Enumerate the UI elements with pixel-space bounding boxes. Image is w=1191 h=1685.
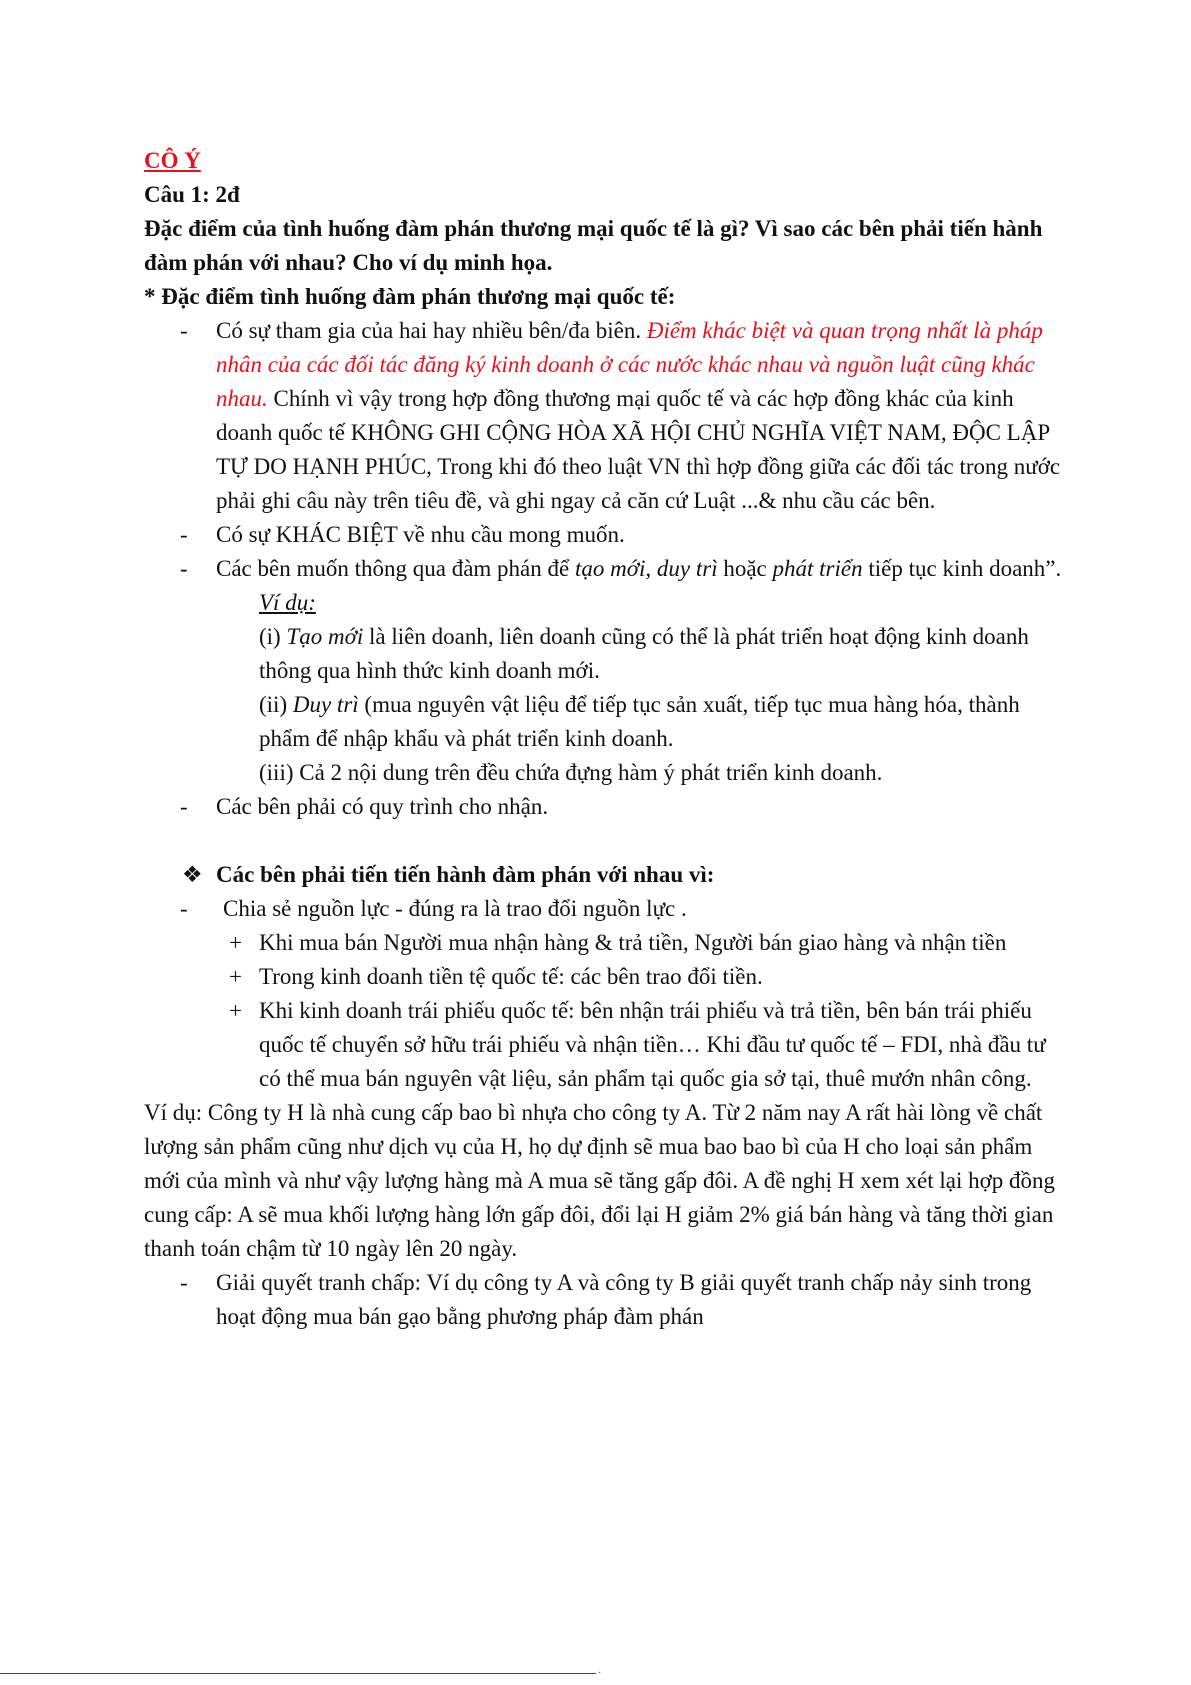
section1-heading: * Đặc điểm tình huống đàm phán thương mại quốc tế: bbox=[144, 284, 676, 309]
item-text: Các bên muốn thông qua đàm phán để bbox=[216, 556, 575, 581]
sub-item-text: Trong kinh doanh tiền tệ quốc tế: các bên trao đổi tiền. bbox=[259, 964, 763, 989]
example-block bbox=[144, 586, 1064, 790]
list-item bbox=[144, 892, 1064, 926]
item-text: hoặc bbox=[717, 556, 773, 581]
example-line bbox=[259, 620, 1064, 688]
example-label: Ví dụ: bbox=[259, 590, 316, 615]
sub-item-text: Khi mua bán Người mua nhận hàng & trả tiền, Người bán giao hàng và nhận tiền bbox=[259, 930, 1007, 955]
example-paragraph: Ví dụ: Công ty H là nhà cung cấp bao bì nhựa cho công ty A. Từ 2 năm nay A rất hài lòng về chất lượng sản phẩm cũng như dịch vụ của H, họ dự định sẽ mua bao bao bì của H cho loại sản phẩm mới của mình và như vậy lượng hàng mà A mua sẽ tăng gấp đôi. A đề nghị H xem xét lại hợp đồng cung cấp: A sẽ mua khối lượng hàng lớn gấp đôi, đổi lại H giảm 2% giá bán hàng và tăng thời gian thanh toán chậm từ 10 ngày lên 20 ngày. bbox=[144, 1100, 1056, 1261]
item-text: Chia sẻ nguồn lực - đúng ra là trao đổi nguồn lực . bbox=[223, 896, 687, 921]
italic-text: tạo mới, duy trì bbox=[574, 556, 718, 581]
document-title: CÔ Ý bbox=[144, 148, 201, 173]
sub-item-text: Khi kinh doanh trái phiếu quốc tế: bên nhận trái phiếu và trả tiền, bên bán trái phiếu quốc tế chuyển sở hữu trái phiếu và nhận tiền… Khi đầu tư quốc tế – FDI, nhà đầu tư có thể mua bán nguyên vật liệu, sản phẩm tại quốc gia sở tại, thuê mướn nhân công. bbox=[259, 998, 1046, 1091]
list-item bbox=[144, 1266, 1064, 1334]
footer-mark: · bbox=[598, 1668, 602, 1679]
dash-bullet: - bbox=[180, 318, 188, 343]
example-text: là liên doanh, liên doanh cũng có thể là phát triển hoạt động kinh doanh thông qua hình thức kinh doanh mới. bbox=[259, 624, 1029, 683]
dash-bullet: - bbox=[180, 794, 188, 819]
example-text: (mua nguyên vật liệu để tiếp tục sản xuất, tiếp tục mua hàng hóa, thành phẩm để nhập khẩu và phát triển kinh doanh. bbox=[259, 692, 1020, 751]
example-prefix: (ii) bbox=[259, 692, 293, 717]
section2-heading-text: Các bên phải tiến tiến hành đàm phán với nhau vì: bbox=[216, 862, 715, 887]
document-body bbox=[144, 144, 1064, 1334]
dash-bullet: - bbox=[180, 1270, 188, 1295]
list-item bbox=[144, 552, 1064, 586]
dash-bullet: - bbox=[180, 556, 188, 581]
item-text: Có sự KHÁC BIỆT về nhu cầu mong muốn. bbox=[216, 522, 625, 547]
italic-text: phát triển bbox=[772, 556, 863, 581]
dash-bullet: - bbox=[180, 522, 188, 547]
item-text: Có sự tham gia của hai hay nhiều bên/đa biên. bbox=[216, 318, 647, 343]
item-text-rest: Chính vì vậy trong hợp đồng thương mại quốc tế và các hợp đồng khác của kinh doanh quốc tế KHÔNG GHI CỘNG HÒA XÃ HỘI CHỦ NGHĨA VIỆT NAM, ĐỘC LẬP TỰ DO HẠNH PHÚC, Trong khi đó theo luật VN thì hợp đồng giữa các đối tác trong nước phải ghi câu này trên tiêu đề, và ghi ngay cả căn cứ Luật ...& nhu cầu các bên. bbox=[216, 386, 1061, 513]
footer-rule bbox=[0, 1673, 596, 1674]
question-text: Đặc điểm của tình huống đàm phán thương mại quốc tế là gì? Vì sao các bên phải tiến hành đàm phán với nhau? Cho ví dụ minh họa. bbox=[144, 216, 1043, 275]
section2-heading bbox=[144, 858, 1064, 892]
diamond-bullet-icon: ❖ bbox=[182, 862, 203, 887]
dash-bullet: - bbox=[180, 896, 188, 921]
list-item bbox=[144, 518, 1064, 552]
item-text: Các bên phải có quy trình cho nhận. bbox=[216, 794, 549, 819]
sub-list-item bbox=[144, 960, 1064, 994]
item-text: tiếp tục kinh doanh”. bbox=[862, 556, 1062, 581]
question-number: Câu 1: 2đ bbox=[144, 182, 240, 207]
item-text: Giải quyết tranh chấp: Ví dụ công ty A và công ty B giải quyết tranh chấp nảy sinh trong hoạt động mua bán gạo bằng phương pháp đàm phán bbox=[216, 1270, 1032, 1329]
sub-list-item bbox=[144, 994, 1064, 1096]
highlight-text: Điểm khác biệt và quan trọng nhất là pháp nhân của các đối tác đăng ký kinh doanh ở các nước khác nhau và nguồn luật cũng khác nhau. bbox=[216, 318, 1043, 411]
list-item bbox=[144, 314, 1064, 518]
list-item bbox=[144, 790, 1064, 824]
plus-bullet: + bbox=[229, 998, 242, 1023]
example-line bbox=[259, 688, 1064, 756]
sub-list-item bbox=[144, 926, 1064, 960]
italic-text: Tạo mới bbox=[286, 624, 364, 649]
plus-bullet: + bbox=[229, 930, 242, 955]
plus-bullet: + bbox=[229, 964, 242, 989]
italic-text: Duy trì bbox=[292, 692, 359, 717]
example-line: (iii) Cả 2 nội dung trên đều chứa đựng hàm ý phát triển kinh doanh. bbox=[259, 760, 883, 785]
example-prefix: (i) bbox=[259, 624, 287, 649]
